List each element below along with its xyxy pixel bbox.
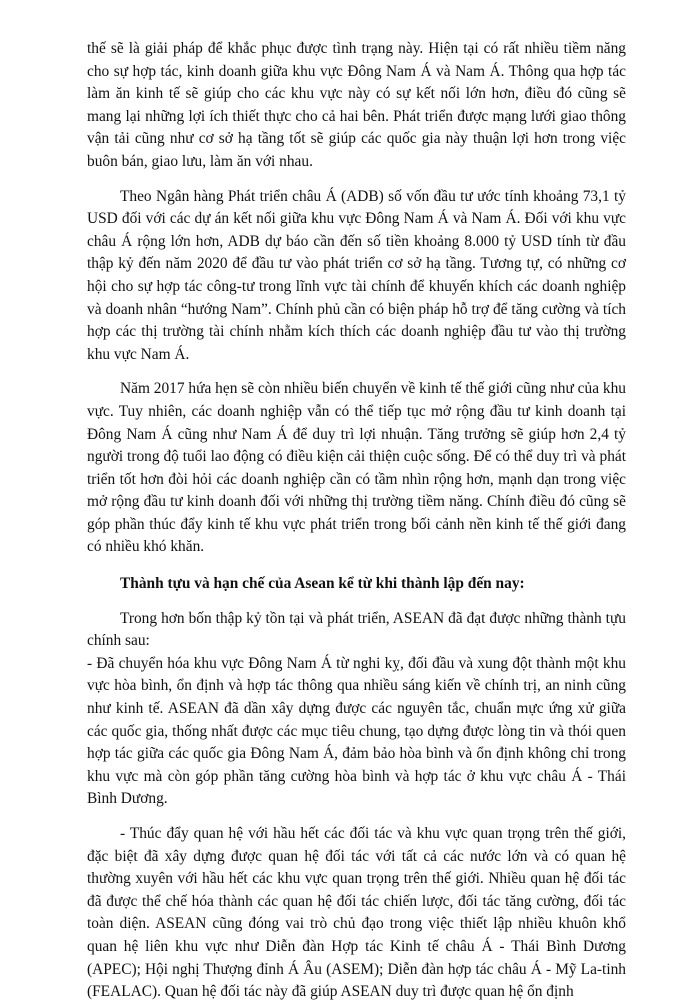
- section-heading: Thành tựu và hạn chế của Asean kể từ khi thành lập đến nay:: [120, 575, 525, 593]
- paragraph-infrastructure: thế sẽ là giải pháp để khắc phục được tình trạng này. Hiện tại có rất nhiều tiềm năng cho sự hợp tác, kinh doanh giữa khu vực Đông Nam Á và Nam Á. Thông qua hợp tác làm ăn kinh tế sẽ giúp cho các khu vực này có sự kết nối lớn hơn, điều đó cũng sẽ mang lại những lợi ích thiết thực cho cả hai bên. Phát triển được mạng lưới giao thông vận tải cũng như cơ sở hạ tầng tốt sẽ giúp các quốc gia này thuận lợi hơn trong việc buôn bán, giao lưu, làm ăn với nhau.: [87, 40, 626, 170]
- paragraph-achievement-partners: - Thúc đẩy quan hệ với hầu hết các đối tác và khu vực quan trọng trên thế giới, đặc biệt đã xây dựng được quan hệ đối tác với tất cả các nước lớn và có quan hệ thường xuyên với hầu hết các khu vực quan trọng trên thế giới. Nhiều quan hệ đối tác đã được thể chế hóa thành các quan hệ đối tác chiến lược, đối tác tăng cường, đối tác toàn diện. ASEAN cũng đóng vai trò chủ đạo trong việc thiết lập nhiều khuôn khổ quan hệ liên khu vực như Diễn đàn Hợp tác Kinh tế châu Á - Thái Bình Dương (APEC); Hội nghị Thượng đỉnh Á Âu (ASEM); Diễn đàn hợp tác châu Á - Mỹ La-tinh (FEALAC). Quan hệ đối tác này đã giúp ASEAN duy trì được quan hệ ổn định: [87, 825, 626, 1001]
- paragraph-adb-investment: Theo Ngân hàng Phát triển châu Á (ADB) số vốn đầu tư ước tính khoảng 73,1 tỷ USD đối với các dự án kết nối giữa khu vực Đông Nam Á và Nam Á. Đối với khu vực châu Á rộng lớn hơn, ADB dự báo cần đến số tiền khoảng 8.000 tỷ USD tính từ đầu thập kỷ đến năm 2020 để đầu tư vào phát triển cơ sở hạ tầng. Tương tự, có những cơ hội cho sự hợp tác công-tư trong lĩnh vực tài chính để khuyến khích các doanh nghiệp và doanh nhân “hướng Nam”. Chính phủ cần có biện pháp hỗ trợ để tăng cường và tích hợp các thị trường tài chính nhằm kích thích các doanh nghiệp đầu tư vào thị trường khu vực Nam Á.: [87, 187, 626, 363]
- paragraph-achievement-peace: - Đã chuyển hóa khu vực Đông Nam Á từ nghi kỵ, đối đầu và xung đột thành một khu vực hòa bình, ổn định và hợp tác thông qua nhiều sáng kiến về chính trị, an ninh cũng như kinh tế. ASEAN đã dần xây dựng được các nguyên tắc, chuẩn mực ứng xử giữa các quốc gia, thống nhất được các mục tiêu chung, tạo dựng được lòng tin và thói quen hợp tác giữa các quốc gia Đông Nam Á, đảm bảo hòa bình và ổn định không chỉ trong khu vực mà còn góp phần tăng cường hòa bình và hợp tác ở khu vực châu Á - Thái Bình Dương.: [87, 654, 626, 808]
- paragraph-2017-outlook: Năm 2017 hứa hẹn sẽ còn nhiều biến chuyển về kinh tế thế giới cũng như của khu vực. Tuy nhiên, các doanh nghiệp vẫn có thể tiếp tục mở rộng đầu tư kinh doanh tại Đông Nam Á cũng như Nam Á để duy trì lợi nhuận. Tăng trưởng sẽ giúp hơn 2,4 tỷ người trong độ tuổi lao động có điều kiện cải thiện cuộc sống. Để có thể duy trì và phát triển tốt hơn đòi hỏi các doanh nghiệp cần có tầm nhìn rộng hơn, mạnh dạn trong việc mở rộng đầu tư kinh doanh đối với những thị trường tiềm năng. Chính điều đó cũng sẽ góp phần thúc đẩy kinh tế khu vực phát triển trong bối cảnh nền kinh tế thế giới đang có nhiều khó khăn.: [87, 380, 626, 556]
- paragraph-achievements-intro: Trong hơn bốn thập kỷ tồn tại và phát triển, ASEAN đã đạt được những thành tựu chính sau:: [87, 609, 626, 650]
